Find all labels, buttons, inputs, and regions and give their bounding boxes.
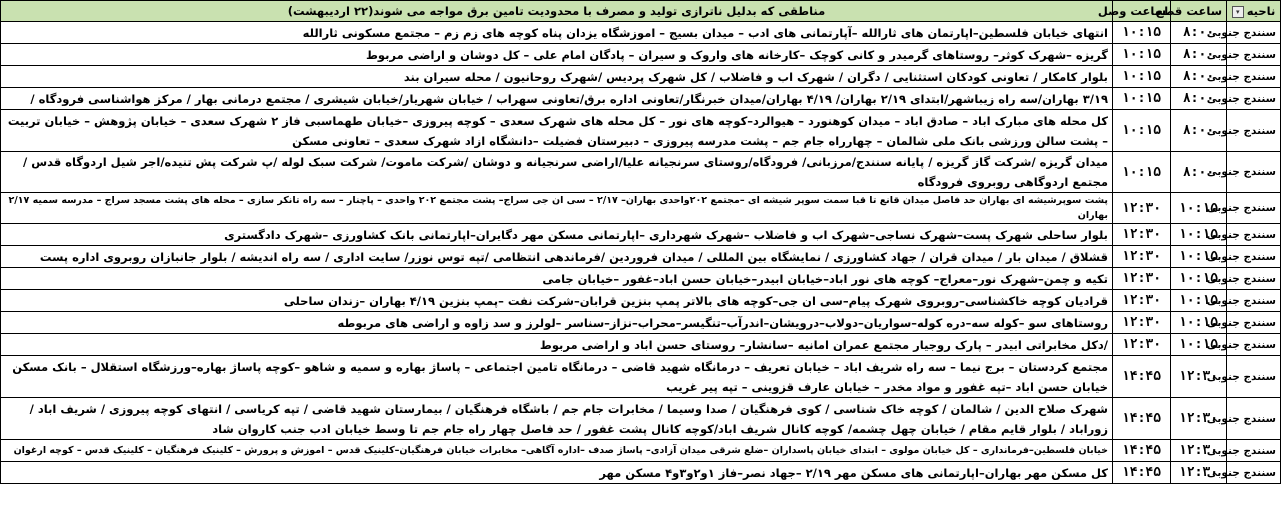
cut-time-cell: ۱۲:۳۰ bbox=[1171, 440, 1227, 462]
connect-time-cell: ۱۰:۱۵ bbox=[1113, 110, 1171, 152]
region-cell: سنندج جنوبی bbox=[1227, 440, 1281, 462]
areas-cell: پشت سوپرشیشه ای بهاران حد فاصل میدان قانع تا قبا سمت سوپر شیشه ای –مجتمع ۲۰۲واحدی بهاران– ۲/۱۷ – سی ان جی سراج– پشت مجتمع ۲۰۲ واحدی – پاچنار – سه راه تانکر سازی – محله های پشت مسجد سراج – مدرسه سمیه ۲/۱۷ بهاران bbox=[1, 193, 1113, 224]
table-row bbox=[1, 334, 1281, 356]
cut-time-cell: ۸:۰۰ bbox=[1171, 152, 1227, 193]
cut-time-cell: ۱۰:۱۵ bbox=[1171, 290, 1227, 312]
connect-time-cell: ۱۰:۱۵ bbox=[1113, 66, 1171, 88]
region-cell: سنندج جنوبی bbox=[1227, 193, 1281, 224]
region-cell: سنندج جنوبی bbox=[1227, 88, 1281, 110]
region-cell: سنندج جنوبی bbox=[1227, 22, 1281, 44]
region-cell: سنندج جنوبی bbox=[1227, 334, 1281, 356]
areas-cell: میدان گریزه /شرکت گاز گریزه / پایانه سنندج/مرزبانی/ فرودگاه/روستای سرنجیانه علیا/اراضی سرنجیانه و دوشان /شرکت ماموت/ شرکت سبک لوله /پ شرکت پش تنیده/اجر شیل اردوگاه قدس / مجتمع اردوگاهی روبروی فرودگاه bbox=[1, 152, 1113, 193]
areas-cell: کل محله های مبارک اباد – صادق اباد – میدان کوهنورد – هیوالرد–کوچه های نور – کل محله های شهرک سعدی – کوچه پیروزی –خیابان طهماسبی فاز ۲ شهرک سعدی – خیابان پژوهش – خیابان تربیت – پشت سالن ورزشی بانک ملی شالمان – چهارراه جام جم – پشت مدرسه پیروزی – دبیرستان فضیلت –دانشگاه ازاد شهرک سعدی – تعاونی مسکن bbox=[1, 110, 1113, 152]
table-row bbox=[1, 66, 1281, 88]
header-areas-title: مناطقی که بدلیل ناترازی تولید و مصرف با محدودیت تامین برق مواجه می شوند(۲۲ اردیبهشت) bbox=[1, 1, 1113, 22]
region-cell: سنندج جنوبی bbox=[1227, 398, 1281, 440]
connect-time-cell: ۱۲:۳۰ bbox=[1113, 246, 1171, 268]
cut-time-cell: ۸:۰۰ bbox=[1171, 44, 1227, 66]
table-row bbox=[1, 356, 1281, 398]
areas-cell: مجتمع کردستان – برج نیما – سه راه شریف اباد – خیابان تعریف – درمانگاه شهید قاضی – درمانگاه تامین اجتماعی – پاساژ بهاره و سمیه و شاهو –کوچه پاساژ بهاره–ورزشگاه استقلال – بانک مسکن خیابان حسن اباد –تپه غفور و مواد مخدر – خیابان عارف قزوینی – تپه پیر غریب bbox=[1, 356, 1113, 398]
areas-cell: شهرک صلاح الدین / شالمان / کوچه خاک شناسی / کوی فرهنگیان / صدا وسیما / مخابرات جام جم / باشگاه فرهنگیان / بیمارستان شهید قاضی / تپه کریاسی / انتهای کوچه پیروزی / شریف اباد / زوراباد / بلوار قایم مقام / خیابان چهل چشمه/ کوچه کانال شریف اباد/کوچه کانال پشت غفور / حد فاصل چهار راه جام جم تا وسط خیابان ادب جنب کاروان شاد bbox=[1, 398, 1113, 440]
table-row bbox=[1, 462, 1281, 484]
region-cell: سنندج جنوبی bbox=[1227, 356, 1281, 398]
header-connect-time: ساعت وصل bbox=[1113, 1, 1171, 22]
areas-cell: /دکل مخابراتی ابیدر – پارک روجیار مجتمع عمران امانیه –سانشار– روستای حسن اباد و اراضی مربوط bbox=[1, 334, 1113, 356]
table-row bbox=[1, 312, 1281, 334]
areas-cell: خیابان فلسطین–فرمانداری – کل خیابان مولوی – ابتدای خیابان پاسداران –ضلع شرقی میدان آزادی– پاساژ صدف –اداره آگاهی– مخابرات خیابان فرهنگیان–کلینیک قدس – اموزش و پرورش – کلینیک فرهنگیان – کلینیک قدس – کوچه ارغوان bbox=[1, 440, 1113, 462]
connect-time-cell: ۱۲:۳۰ bbox=[1113, 334, 1171, 356]
header-region-label: ناحیه bbox=[1246, 4, 1276, 18]
cut-time-cell: ۱۲:۳۰ bbox=[1171, 356, 1227, 398]
table-row bbox=[1, 398, 1281, 440]
areas-cell: قشلاق / میدان بار / میدان قران / جهاد کشاورزی / نمایشگاه بین المللی / میدان فروردین /فرماندهی انتظامی /تپه توس نوزر/ سایت اداری / سه راه اندیشه / بلوار جانبازان روبروی اداره پست bbox=[1, 246, 1113, 268]
header-cut-time: ساعت قطع bbox=[1171, 1, 1227, 22]
cut-time-cell: ۱۰:۱۵ bbox=[1171, 193, 1227, 224]
region-cell: سنندج جنوبی bbox=[1227, 290, 1281, 312]
connect-time-cell: ۱۲:۳۰ bbox=[1113, 290, 1171, 312]
cut-time-cell: ۱۰:۱۵ bbox=[1171, 246, 1227, 268]
connect-time-cell: ۱۴:۴۵ bbox=[1113, 356, 1171, 398]
region-cell: سنندج جنوبی bbox=[1227, 312, 1281, 334]
cut-time-cell: ۱۰:۱۵ bbox=[1171, 312, 1227, 334]
areas-cell: روستاهای سو –کوله سه–دره کوله–سواریان–دولاب–درویشان–اندرآب–تنگیسر–محراب–نزاز–سناسر –لولرز و سد زاوه و اراضی های مربوطه bbox=[1, 312, 1113, 334]
table-row bbox=[1, 88, 1281, 110]
cut-time-cell: ۱۰:۱۵ bbox=[1171, 268, 1227, 290]
connect-time-cell: ۱۲:۳۰ bbox=[1113, 268, 1171, 290]
table-row bbox=[1, 440, 1281, 462]
areas-cell: کل مسکن مهر بهاران–اپارتمانی های مسکن مهر ۲/۱۹ –جهاد نصر–فاز ۱و۲و۳و۴ مسکن مهر bbox=[1, 462, 1113, 484]
table-row bbox=[1, 290, 1281, 312]
region-cell: سنندج جنوبی bbox=[1227, 152, 1281, 193]
table-row bbox=[1, 268, 1281, 290]
table-body bbox=[1, 22, 1281, 484]
table-row bbox=[1, 110, 1281, 152]
table-row bbox=[1, 193, 1281, 224]
region-cell: سنندج جنوبی bbox=[1227, 246, 1281, 268]
cut-time-cell: ۱۲:۳۰ bbox=[1171, 398, 1227, 440]
cut-time-cell: ۱۲:۳۰ bbox=[1171, 462, 1227, 484]
header-region[interactable] bbox=[1227, 1, 1281, 22]
region-cell: سنندج جنوبی bbox=[1227, 66, 1281, 88]
table-row bbox=[1, 22, 1281, 44]
region-cell: سنندج جنوبی bbox=[1227, 44, 1281, 66]
connect-time-cell: ۱۰:۱۵ bbox=[1113, 88, 1171, 110]
cut-time-cell: ۸:۰۰ bbox=[1171, 66, 1227, 88]
connect-time-cell: ۱۰:۱۵ bbox=[1113, 22, 1171, 44]
table-header-row bbox=[1, 1, 1281, 22]
areas-cell: ۳/۱۹ بهاران/سه راه زیباشهر/ابتدای ۲/۱۹ بهاران/ ۴/۱۹ بهاران/میدان خبرنگار/تعاونی اداره برق/تعاونی سهراب / خیابان شهریار/خیابان شیشری / مجتمع درمانی بهار / مرکز هواشناسی فرودگاه / bbox=[1, 88, 1113, 110]
connect-time-cell: ۱۴:۴۵ bbox=[1113, 462, 1171, 484]
areas-cell: بلوار کامکار / تعاونی کودکان استثنایی / دگران / شهرک اب و فاضلاب / کل شهرک پردیس /شهرک روحانیون / محله سیران بند bbox=[1, 66, 1113, 88]
region-cell: سنندج جنوبی bbox=[1227, 268, 1281, 290]
cut-time-cell: ۱۰:۱۵ bbox=[1171, 224, 1227, 246]
areas-cell: انتهای خیابان فلسطین–اپارتمان های ثارالله –آپارتمانی های ادب – میدان بسیج – اموزشگاه یزدان پناه کوچه های زم زم – مجتمع مسکونی ثارالله bbox=[1, 22, 1113, 44]
connect-time-cell: ۱۰:۱۵ bbox=[1113, 44, 1171, 66]
connect-time-cell: ۱۲:۳۰ bbox=[1113, 193, 1171, 224]
cut-time-cell: ۱۰:۱۵ bbox=[1171, 334, 1227, 356]
table-row bbox=[1, 44, 1281, 66]
region-cell: سنندج جنوبی bbox=[1227, 224, 1281, 246]
table-row bbox=[1, 152, 1281, 193]
areas-cell: تکیه و چمن–شهرک نور–معراج– کوچه های نور اباد–خیابان ابیدر–خیابان حسن اباد–غفور –خیابان جامی bbox=[1, 268, 1113, 290]
connect-time-cell: ۱۲:۳۰ bbox=[1113, 224, 1171, 246]
cut-time-cell: ۸:۰۰ bbox=[1171, 88, 1227, 110]
table-row bbox=[1, 246, 1281, 268]
connect-time-cell: ۱۴:۴۵ bbox=[1113, 440, 1171, 462]
region-cell: سنندج جنوبی bbox=[1227, 110, 1281, 152]
connect-time-cell: ۱۰:۱۵ bbox=[1113, 152, 1171, 193]
areas-cell: گریزه –شهرک کوثر– روستاهای گرمیدر و کانی کوچک –کارخانه های واروک و سیران – پادگان امام علی – کل دوشان و اراضی مربوط bbox=[1, 44, 1113, 66]
region-cell: سنندج جنوبی bbox=[1227, 462, 1281, 484]
areas-cell: بلوار ساحلی شهرک پست–شهرک نساجی–شهرک اب و فاضلاب –شهرک شهرداری –اپارتمانی مسکن مهر دگایران–اپارتمانی بانک کشاورزی –شهرک دادگستری bbox=[1, 224, 1113, 246]
connect-time-cell: ۱۲:۳۰ bbox=[1113, 312, 1171, 334]
connect-time-cell: ۱۴:۴۵ bbox=[1113, 398, 1171, 440]
table-row bbox=[1, 224, 1281, 246]
areas-cell: قرادیان کوچه خاکشناسی–روبروی شهرک پیام–سی ان جی–کوچه های بالاتر پمپ بنزین قرابان–شرکت نفت –پمپ بنزین ۴/۱۹ بهاران –زندان ساحلی bbox=[1, 290, 1113, 312]
cut-time-cell: ۸:۰۰ bbox=[1171, 110, 1227, 152]
cut-time-cell: ۸:۰۰ bbox=[1171, 22, 1227, 44]
filter-dropdown-icon[interactable]: ▾ bbox=[1232, 6, 1244, 18]
